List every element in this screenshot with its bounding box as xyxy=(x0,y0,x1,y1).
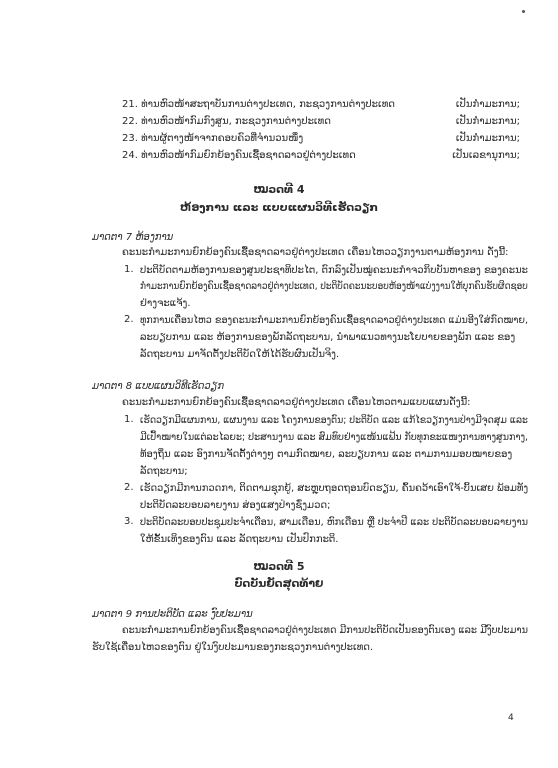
article-8-item-1-line-2: ມີເປົ້າໝາຍໃນແຕ່ລະໄລຍະ; ປະສານງານ ແລະ ສົມທົບຢ່າງແໜ້ນແຟ້ນ ກັບທຸກຂະແໜງການທາງສູນກາງ, xyxy=(140,432,529,443)
article-8-item-3-line-2: ໃຫ້ຂັ້ນເທິງຂອງຕົນ ແລະ ລັດຖະບານ ເປັນປົກກະຕິ. xyxy=(140,534,339,545)
article-8-item-1-line-4: ລັດຖະບານ; xyxy=(140,466,188,477)
scan-speck xyxy=(522,10,525,13)
article-9-line-1: ຄະນະກຳມະການຍົກຍ້ອງຄົນເຊື້ອຊາດລາວຢູ່ຕ່າງປະເທດ ມີການປະຕິບັດເປັນຂອງຕົນເອງ ແລະ ມີງົບປະມານ xyxy=(122,625,528,636)
list-item-23-role: ເປັນກຳມະການ; xyxy=(455,133,520,144)
article-7-item-2-line-1: ທຸກການເຄື່ອນໄຫວ ຂອງຄະນະກຳມະການຍົກຍ້ອງຄົນເຊື້ອຊາດລາວຢູ່ຕ່າງປະເທດ ແມ່ນອີງໃສ່ກົດໝາຍ, xyxy=(140,315,529,326)
article-8-item-3-line-1: ປະຕິບັດລະບອບປະຊຸມປະຈຳເດືອນ, ສາມເດືອນ, ຫົກເດືອນ ຫຼື ປະຈຳປີ ແລະ ປະຕິບັດລະບອບລາຍງານ xyxy=(140,517,529,528)
article-7-item-2-number: 2. xyxy=(124,314,134,325)
article-7-item-1-line-2: ກຳມະການຍົກຍ້ອງຄົນເຊື້ອຊາດລາວຢູ່ຕ່າງປະເທດ, ປະຕິບັດຄະນະບອບຫ້ອງໜ້າແບ່ງງານໃຫ້ບຸກຄົນຮັບຜິດຊອບ xyxy=(140,281,528,292)
list-item-22: 22. ທ່ານຫົວໜ້າກົມກົງສູນ, ກະຊວງການຕ່າງປະເທດ xyxy=(122,116,331,127)
article-8-intro: ຄະນະກຳມະການຍົກຍ້ອງຄົນເຊື້ອຊາດລາວຢູ່ຕ່າງປະເທດ ເຄື່ອນໄຫວຕາມແບບແຜນດັ່ງນີ້: xyxy=(122,397,471,408)
chapter-4-subtitle: ຫ້ອງການ ແລະ ແບບແຜນວິທີເຮັດວຽກ xyxy=(179,201,379,214)
article-9-heading: ມາດຕາ 9 ການປະຕິບັດ ແລະ ງົບປະມານ xyxy=(92,609,253,620)
article-7-item-2-line-3: ລັດຖະບານ ມາຈັດຕັ້ງປະຕິບັດໃຫ້ໄດ້ຮັບຜົນເປັນຈິງ. xyxy=(140,349,340,360)
chapter-4-title: ໝວດທີ 4 xyxy=(253,183,305,196)
article-8-item-1-line-3: ທ້ອງຖິ່ນ ແລະ ອົງການຈັດຕັ້ງຕ່າງໆ ຕາມກົດໝາຍ, ລະບຽບການ ແລະ ຕາມການມອບໝາຍຂອງ xyxy=(140,449,513,460)
article-7-item-1-line-1: ປະຕິບັດຕາມຫ້ອງການຂອງສູນປະຊາທິປະໄຕ, ຕົກລົງເປັນໝູ່ຄະນະກຳຈວກິບບັນຫາຂອງ ຂອງຄະນະ xyxy=(140,265,528,276)
list-item-24: 24. ທ່ານຫົວໜ້າກົມຍົກຍ້ອງຄົນເຊື້ອຊາດລາວຢູ່ຕ່າງປະເທດ xyxy=(122,150,356,161)
article-7-item-1-number: 1. xyxy=(124,264,134,275)
article-8-item-1-line-1: ເຮັດວຽກມີແຜນການ, ແຜນງານ ແລະ ໂຄງການຂອງຕົນ; ປະຕິບັດ ແລະ ແກ້ໄຂວຽກງານປ່າງມີຈຸດສຸມ ແລະ xyxy=(140,415,528,426)
article-8-heading: ມາດຕາ 8 ແບບແຜນວິທີເຮັດວຽກ xyxy=(92,381,225,392)
article-8-item-3-number: 3. xyxy=(124,516,134,527)
article-8-item-2-line-1: ເຮັດວຽກມີການກວດກາ, ຕິດຕາມຊຸກຍູ້, ສະຫຼຸບຖອດຖອນບົດຮຽນ, ຄົ້ນຄວ້າເອົາໃຈ້-ບິ້ນເສຍ ພ້ອມທັງ xyxy=(140,483,529,494)
list-item-22-role: ເປັນກຳມະການ; xyxy=(455,116,520,127)
page-number: 4 xyxy=(508,713,514,723)
article-7-item-1-line-3: ຢ່າງຈະແຈ້ງ. xyxy=(140,298,191,309)
article-8-item-2-number: 2. xyxy=(124,482,134,493)
list-item-24-role: ເປັນເລຂານຸການ; xyxy=(452,150,520,161)
article-7-intro: ຄະນະກຳມະການຍົກຍ້ອງຄົນເຊື້ອຊາດລາວຢູ່ຕ່າງປະເທດ ເຄື່ອນໄຫວວຽກງານຕາມຫ້ອງການ ດັ່ງນີ້: xyxy=(122,247,509,258)
list-item-21: 21. ທ່ານຫົວໜ້າສະຖາບັນການຕ່າງປະເທດ, ກະຊວງການຕ່າງປະເທດ xyxy=(122,99,395,110)
article-8-item-2-line-2: ປະຕິບັດລະບອບລາຍງານ ສ່ອງແສງປ່າງຊົ່ງມວດ; xyxy=(140,500,331,511)
article-9-line-2: ຮັບໃຊ້ເຄື່ອນໄຫວຂອງຕົນ ຢູ່ໃນງົບປະມານຂອງກະຊວງການຕ່າງປະເທດ. xyxy=(92,642,374,653)
article-7-item-2-line-2: ລະບຽບການ ແລະ ຫ້ອງການຂອງພັກລັດຖະບານ, ນຳພາແນວທາງນະໂຍບາຍຂອງພັກ ແລະ ຂອງ xyxy=(140,332,516,343)
chapter-5-subtitle: ບົດບັນຍັດສຸດທ້າຍ xyxy=(234,577,324,590)
article-7-heading: ມາດຕາ 7 ຫ້ອງການ xyxy=(92,232,174,243)
list-item-23: 23. ທ່ານຜູ້ຕາງໜ້າຈາກຄອບຄົວທີ່ຈຳນວນໜຶ່ງ xyxy=(122,133,304,144)
article-8-item-1-number: 1. xyxy=(124,414,134,425)
list-item-21-role: ເປັນກຳມະການ; xyxy=(455,99,520,110)
chapter-5-title: ໝວດທີ 5 xyxy=(253,560,305,573)
